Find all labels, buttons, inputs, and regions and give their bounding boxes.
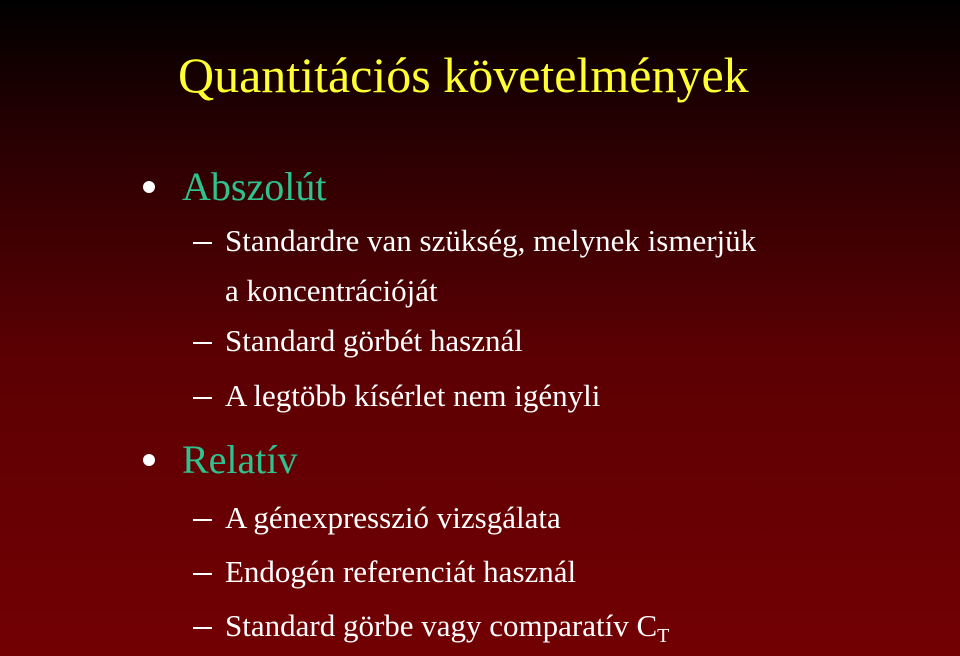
sub-item-text: Endogén referenciát használ (225, 554, 577, 589)
slide-title: Quantitációs követelmények (178, 47, 749, 103)
dash-icon (193, 627, 212, 629)
dash-icon (193, 397, 212, 399)
sub-item-text (225, 610, 669, 646)
sub-item-main-text: Standard görbe vagy comparatív C (225, 608, 658, 643)
bullet-heading: Abszolút (182, 164, 327, 209)
sub-item-text: A génexpresszió vizsgálata (225, 500, 561, 535)
sub-item-text: Standard görbét használ (225, 323, 523, 358)
dash-icon (193, 573, 212, 575)
sub-item-text: Standardre van szükség, melynek ismerjük (225, 223, 757, 258)
sub-item-text: A legtöbb kísérlet nem igényli (225, 378, 601, 413)
dash-icon (193, 242, 212, 244)
sub-item-text: a koncentrációját (225, 273, 438, 308)
bullet-heading: Relatív (182, 437, 298, 482)
bullet-dot-icon (143, 454, 155, 466)
subscript-text: T (657, 625, 670, 647)
bullet-dot-icon (143, 181, 155, 193)
dash-icon (193, 342, 212, 344)
dash-icon (193, 519, 212, 521)
